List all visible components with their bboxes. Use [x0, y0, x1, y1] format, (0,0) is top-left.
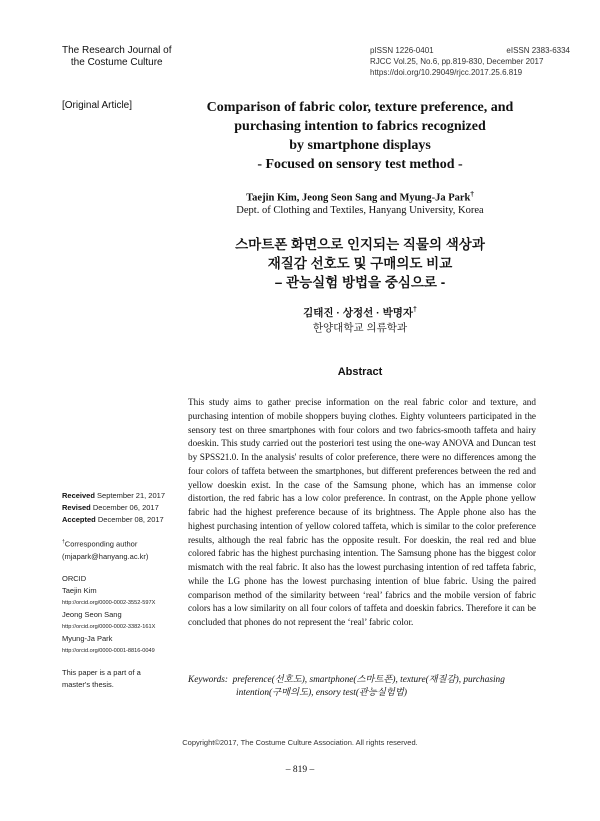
title-en-line3: by smartphone displays — [289, 138, 431, 153]
pissn: pISSN 1226-0401 — [370, 46, 434, 55]
revised-label: Revised — [62, 503, 91, 512]
abstract-heading: Abstract — [337, 366, 383, 378]
eissn: eISSN 2383-6334 — [506, 46, 570, 55]
title-ko-line1: 스마트폰 화면으로 인지되는 직물의 색상과 — [235, 237, 485, 252]
authors-korean — [180, 305, 540, 320]
journal-name — [62, 45, 172, 69]
title-korean — [180, 235, 540, 292]
received-date: September 21, 2017 — [97, 491, 165, 500]
abstract-text: This study aims to gather precise information on the real fabric color and texture, and purchasing intention of mobile shoppers buying clothes. Eighty volunteers participated in the sensory test on three smartphones with four colors and two fabrics-smooth taffeta and hairy doeskin. This study carried out the posteriori test using the one-way ANOVA and Duncan test by SPSS21.0. In the analysis' results of color preference, there were no differences among the four colors of taffeta between the smartphones, but different preferences between the red and yellow doeskin exist. In the case of the Samsung phone, which has an immense color distortion, the red fabric has a low color preference. In contrast, on the Apple phone yellow fabric had the highest preference because of its brightness. The Apple phone also has the highest purchasing intention of yellow colored taffeta, which is similar to the color preference results, although the real fabric has the opposite result. For doeskin, the real red and blue colored fabric has the highest purchasing intention. The Samsung phone has the biggest color mismatch with the real fabric. It also has the lowest purchasing intention of red taffeta fabric, while the LG phone has the lowest purchasing intention of blue fabric. Using the paired comparison method of the similarity between ‘real’ fabrics and the mobile version of fabric colors has a low similarity on all four colors of taffeta and doeskin fabrics. Therefore it can be concluded that phones do not represent the ‘real’ fabric color. — [188, 397, 536, 627]
revised-row — [62, 502, 174, 514]
authors-ko-names: 김태진 · 상정선 · 박명자 — [303, 307, 414, 319]
keywords-line2: intention(구매의도), ensory test(관능실험법) — [236, 688, 407, 698]
title-english — [180, 98, 540, 174]
accepted-row — [62, 514, 174, 526]
page-number: – 819 – — [285, 765, 315, 775]
keywords-line1: preference(선호도), smartphone(스마트폰), texture(재질감), purchasing — [232, 675, 505, 685]
orcid-link[interactable]: http://orcid.org/0000-0002-3382-161X — [62, 623, 156, 630]
article-type: [Original Article] — [62, 100, 133, 111]
title-en-line1: Comparison of fabric color, texture preference, and — [206, 100, 514, 115]
title-en-line4: - Focused on sensory test method - — [257, 157, 463, 172]
corresponding-email[interactable]: (mjapark@hanyang.ac.kr) — [62, 551, 149, 561]
orcid-name: Jeong Seon Sang — [62, 609, 122, 619]
journal-name-line2: the Costume Culture — [70, 57, 163, 68]
revised-date: December 06, 2017 — [92, 503, 159, 512]
article-info-sidebar — [62, 490, 174, 691]
corresponding-mark-ko: † — [413, 306, 417, 314]
orcid-link[interactable]: http://orcid.org/0000-0001-8816-0049 — [62, 647, 155, 654]
received-label: Received — [62, 491, 95, 500]
affiliation-korean: 한양대학교 의류학과 — [312, 322, 408, 334]
thesis-note-line2: master's thesis. — [62, 679, 114, 689]
orcid-label: ORCID — [62, 573, 87, 583]
corresponding-dagger: † — [62, 539, 65, 545]
keywords-label: Keywords: — [188, 675, 228, 685]
title-en-line2: purchasing intention to fabrics recognized — [234, 119, 486, 134]
title-ko-line3: – 관능실험 방법을 중심으로 - — [274, 275, 446, 290]
keywords — [188, 674, 538, 700]
authors-en-names: Taejin Kim, Jeong Seon Sang and Myung-Ja Park — [246, 192, 471, 204]
issn-block — [370, 45, 570, 78]
orcid-name: Taejin Kim — [62, 585, 97, 595]
keywords-row1 — [188, 674, 538, 687]
citation: RJCC Vol.25, No.6, pp.819-830, December 2017 — [370, 57, 544, 66]
thesis-note-line1: This paper is a part of a — [62, 667, 141, 677]
doi-link[interactable]: https://doi.org/10.29049/rjcc.2017.25.6.819 — [370, 68, 523, 77]
copyright-notice: Copyright©2017, The Costume Culture Association. All rights reserved. — [182, 738, 418, 747]
authors-english — [180, 190, 540, 204]
corresponding-label: Corresponding author — [64, 539, 138, 549]
corresponding-author — [62, 536, 174, 551]
affiliation-english: Dept. of Clothing and Textiles, Hanyang University, Korea — [236, 205, 484, 216]
received-row — [62, 490, 174, 502]
orcid-name: Myung-Ja Park — [62, 633, 113, 643]
journal-name-line1: The Research Journal of — [62, 45, 172, 56]
title-ko-line2: 재질감 선호도 및 구매의도 비교 — [267, 256, 453, 271]
accepted-label: Accepted — [62, 515, 96, 524]
orcid-link[interactable]: http://orcid.org/0000-0002-3552-597X — [62, 599, 156, 606]
corresponding-mark: † — [470, 190, 474, 198]
accepted-date: December 08, 2017 — [97, 515, 164, 524]
